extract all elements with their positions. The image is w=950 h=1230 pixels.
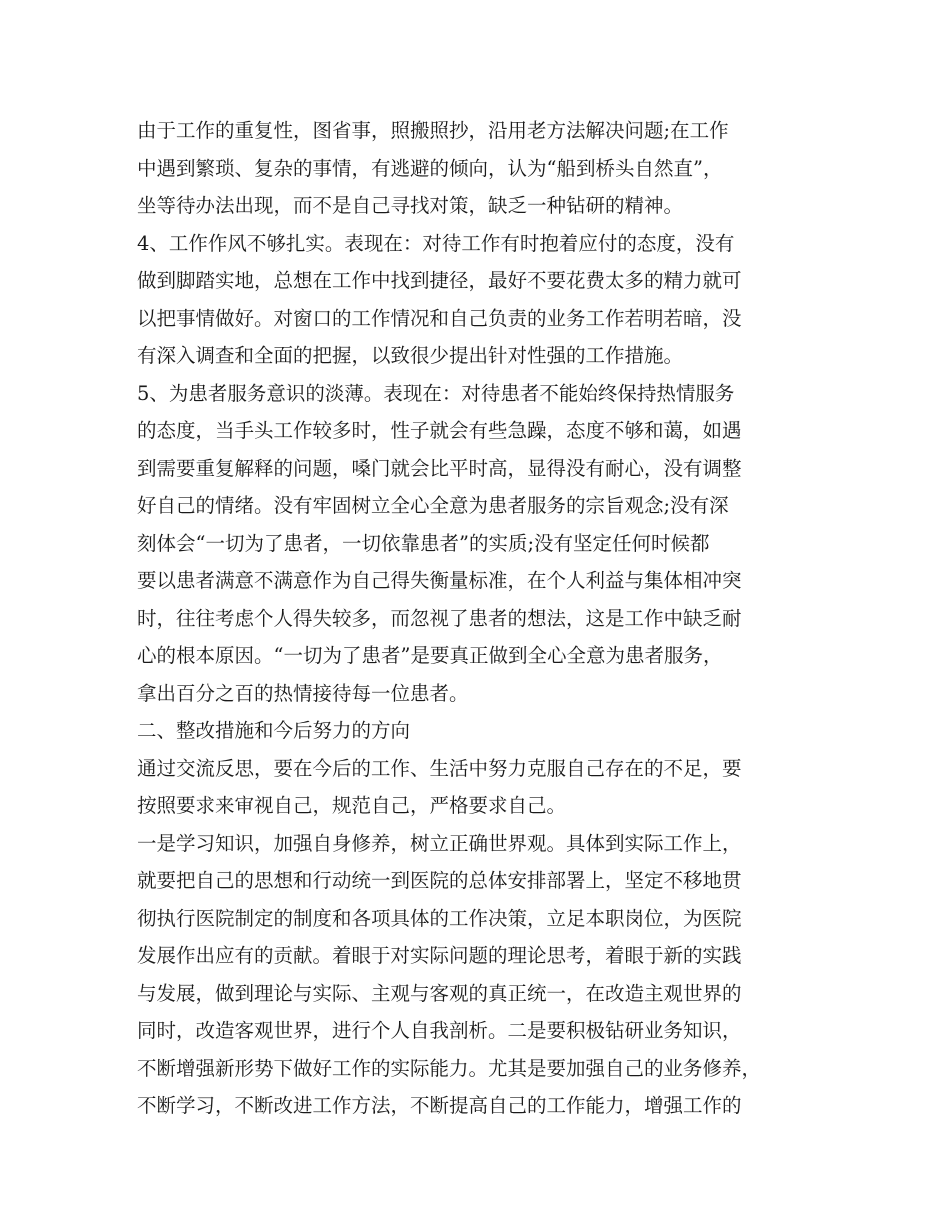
text-line: 不断学习，不断改进工作方法，不断提高自己的工作能力，增强工作的 [137, 1094, 742, 1117]
document-body [137, 112, 827, 1125]
text-line: 发展作出应有的贡献。着眼于对实际问题的理论思考，着眼于新的实践 [137, 944, 742, 967]
text-line: 到需要重复解释的问题，嗓门就会比平时高，显得没有耐心，没有调整 [137, 456, 742, 480]
text-line: 心的根本原因。“一切为了患者”是要真正做到全心全意为患者服务， [137, 644, 723, 667]
section-heading: 二、整改措施和今后努力的方向 [137, 719, 411, 742]
text-line: 按照要求来审视自己，规范自己，严格要求自己。 [137, 794, 567, 817]
text-line: 刻体会“一切为了患者，一切依靠患者”的实质;没有坚定任何时候都 [137, 531, 710, 555]
text-line: 坐等待办法出现，而不是自己寻找对策，缺乏一种钻研的精神。 [137, 194, 684, 217]
text-line: 要以患者满意不满意作为自己得失衡量标准，在个人利益与集体相冲突 [137, 569, 742, 592]
text-line: 以把事情做好。对窗口的工作情况和自己负责的业务工作若明若暗，没 [137, 306, 742, 330]
text-line: 同时，改造客观世界，进行个人自我剖析。二是要积极钻研业务知识， [137, 1019, 742, 1042]
text-line: 5、为患者服务意识的淡薄。表现在：对待患者不能始终保持热情服务 [137, 381, 735, 405]
text-line: 中遇到繁琐、复杂的事情，有逃避的倾向，认为“船到桥头自然直”， [137, 156, 723, 180]
text-line: 好自己的情绪。没有牢固树立全心全意为患者服务的宗旨观念;没有深 [137, 494, 729, 517]
text-line: 做到脚踏实地，总想在工作中找到捷径，最好不要花费太多的精力就可 [137, 269, 742, 292]
text-line: 的态度，当手头工作较多时，性子就会有些急躁，态度不够和蔼，如遇 [137, 419, 742, 442]
text-line: 彻执行医院制定的制度和各项具体的工作决策，立足本职岗位，为医院 [137, 906, 742, 930]
text-line: 不断增强新形势下做好工作的实际能力。尤其是要加强自己的业务修养， [137, 1056, 762, 1080]
text-line: 拿出百分之百的热情接待每一位患者。 [137, 681, 469, 705]
text-line: 有深入调查和全面的把握，以致很少提出针对性强的工作措施。 [137, 344, 684, 367]
text-line: 与发展，做到理论与实际、主观与客观的真正统一，在改造主观世界的 [137, 981, 742, 1005]
text-line: 时，往往考虑个人得失较多，而忽视了患者的想法，这是工作中缺乏耐 [137, 606, 742, 630]
text-line: 通过交流反思，要在今后的工作、生活中努力克服自己存在的不足，要 [137, 756, 742, 780]
text-line: 4、工作作风不够扎实。表现在：对待工作有时抱着应付的态度，没有 [137, 231, 735, 255]
text-line: 一是学习知识，加强自身修养，树立正确世界观。具体到实际工作上， [137, 831, 742, 855]
text-line: 就要把自己的思想和行动统一到医院的总体安排部署上，坚定不移地贯 [137, 869, 742, 892]
text-line: 由于工作的重复性，图省事，照搬照抄，沿用老方法解决问题;在工作 [137, 119, 729, 142]
